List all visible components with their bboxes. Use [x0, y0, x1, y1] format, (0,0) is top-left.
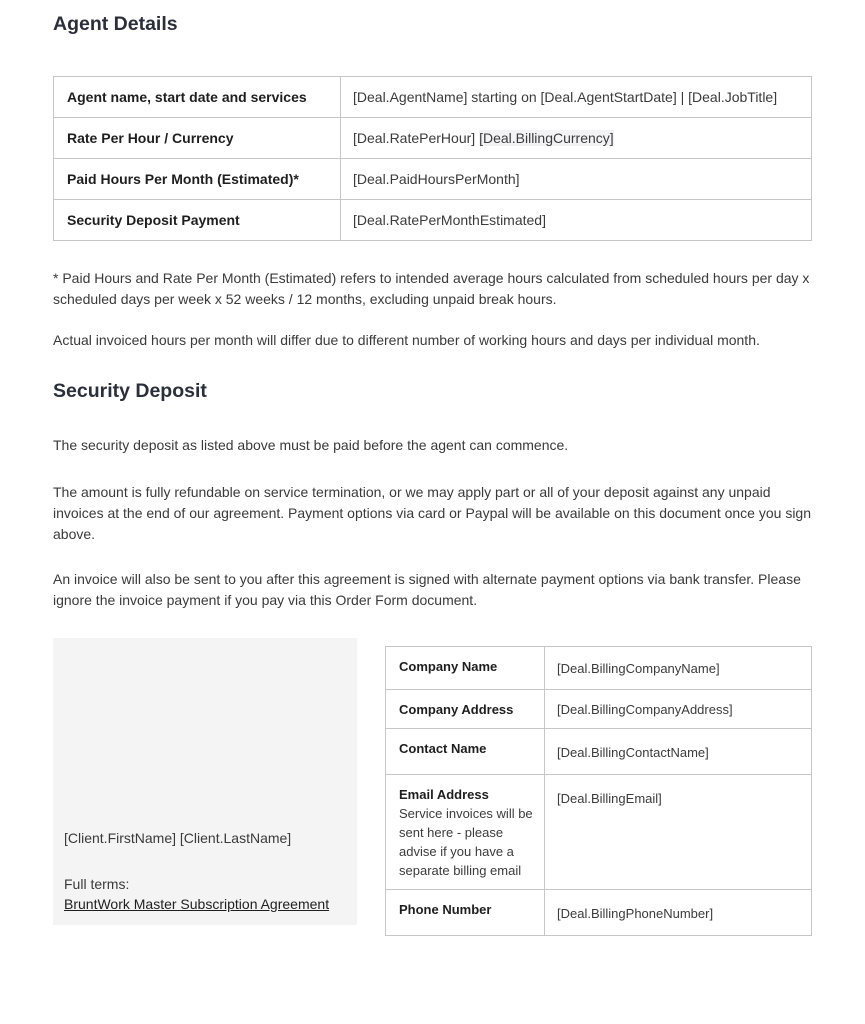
client-last-name: [Client.LastName]: [179, 830, 292, 846]
table-row: [54, 118, 812, 159]
deposit-row-value: [Deal.RatePerMonthEstimated]: [341, 200, 812, 241]
agent-row-value: [Deal.AgentName] starting on [Deal.AgentStartDate] | [Deal.JobTitle]: [341, 77, 812, 118]
security-deposit-heading: Security Deposit: [53, 380, 207, 402]
agent-details-heading: Agent Details: [53, 13, 178, 35]
email-address-label: Email Address: [399, 787, 489, 802]
invoiced-hours-note: Actual invoiced hours per month will differ due to different number of working hours and days per individual month.: [53, 332, 760, 348]
agent-details-table: [53, 76, 812, 241]
invoice-paragraph: An invoice will also be sent to you after this agreement is signed with alternate payment options via bank transfer. Please ignore the invoice payment if you pay via this Order Form document.: [53, 571, 801, 608]
signature-area[interactable]: [53, 638, 357, 925]
refund-paragraph: The amount is fully refundable on service termination, or we may apply part or all of your deposit against any unpaid invoices at the end of our agreement. Payment options via card or Paypal will be available on this document once you sign above.: [53, 484, 811, 542]
hours-row-value: [Deal.PaidHoursPerMonth]: [341, 159, 812, 200]
company-address-label: Company Address: [386, 690, 545, 729]
billing-details-table: [385, 646, 812, 936]
email-address-label-cell: [386, 775, 545, 890]
full-terms: [64, 874, 329, 914]
hours-footnote: * Paid Hours and Rate Per Month (Estimated) refers to intended average hours calculated from scheduled hours per day x scheduled days per week x 52 weeks / 12 months, excluding unpaid break hours.: [53, 270, 810, 307]
contact-name-label: Contact Name: [386, 729, 545, 775]
phone-number-value: [Deal.BillingPhoneNumber]: [545, 890, 812, 936]
company-name-label: Company Name: [386, 647, 545, 690]
client-name: [64, 830, 291, 846]
hours-row-label: Paid Hours Per Month (Estimated)*: [54, 159, 341, 200]
table-row: [386, 690, 812, 729]
table-row: [54, 159, 812, 200]
company-address-value: [Deal.BillingCompanyAddress]: [545, 690, 812, 729]
rate-row-value: [341, 118, 812, 159]
company-name-value: [Deal.BillingCompanyName]: [545, 647, 812, 690]
billing-currency-value: [Deal.BillingCurrency]: [479, 130, 614, 146]
deposit-paragraph: The security deposit as listed above must be paid before the agent can commence.: [53, 437, 569, 453]
full-terms-label: Full terms:: [64, 876, 130, 892]
table-row: [386, 647, 812, 690]
rate-per-hour-value: [Deal.RatePerHour]: [353, 130, 476, 146]
table-row: [386, 890, 812, 936]
client-first-name: [Client.FirstName]: [64, 830, 177, 846]
rate-row-label: Rate Per Hour / Currency: [54, 118, 341, 159]
table-row: [386, 775, 812, 890]
master-agreement-link[interactable]: BruntWork Master Subscription Agreement: [64, 896, 330, 912]
contact-name-value: [Deal.BillingContactName]: [545, 729, 812, 775]
agent-row-label: Agent name, start date and services: [54, 77, 341, 118]
email-address-sublabel: Service invoices will be sent here - please advise if you have a separate billing email: [399, 806, 533, 878]
table-row: [54, 77, 812, 118]
email-address-value: [Deal.BillingEmail]: [545, 775, 812, 890]
phone-number-label: Phone Number: [386, 890, 545, 936]
deposit-row-label: Security Deposit Payment: [54, 200, 341, 241]
table-row: [54, 200, 812, 241]
table-row: [386, 729, 812, 775]
